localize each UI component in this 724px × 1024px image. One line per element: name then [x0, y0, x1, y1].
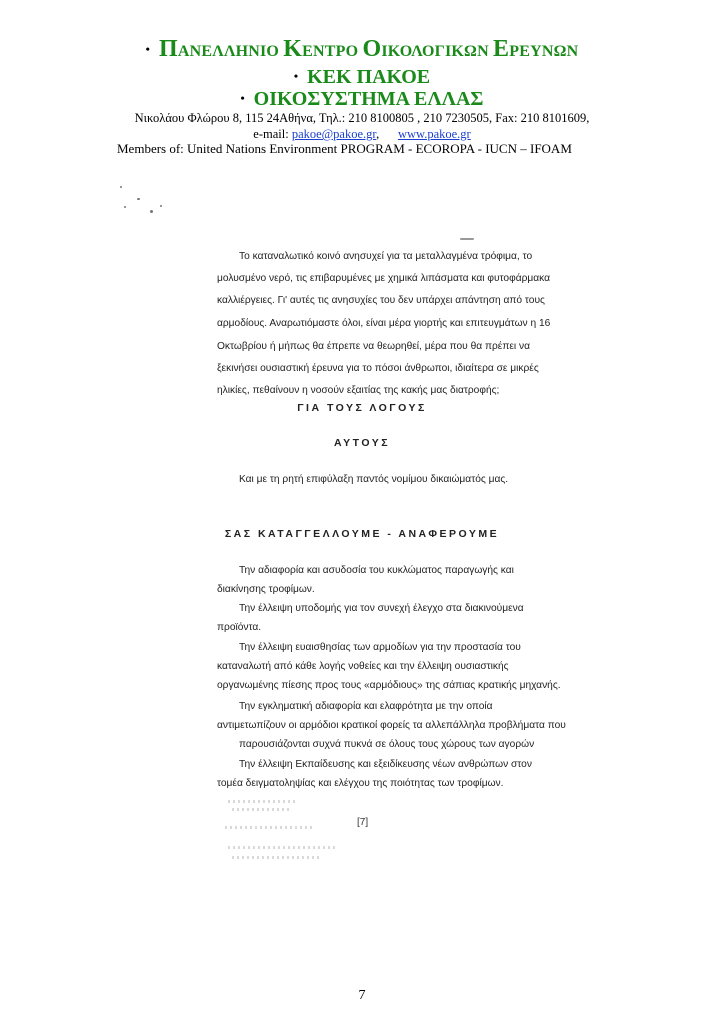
heading-reasons: ΓΙΑ ΤΟΥΣ ΛΟΓΟΥΣ: [297, 402, 427, 414]
address-line: Νικολάου Φλώρου 8, 115 24Αθήνα, Τηλ.: 210 8100805 , 210 7230505, Fax: 210 8101609,: [134, 111, 590, 125]
word-rest: ΙΚΟΛΟΓΙΚΩΝ: [381, 43, 494, 60]
initial-k: Κ: [283, 36, 303, 62]
contact-line: [0, 127, 724, 142]
list-item: Την εγκληματική αδιαφορία και ελαφρότητα με την οποία: [239, 701, 493, 712]
list-item-cont: διακίνησης τροφίμων.: [217, 584, 315, 595]
email-link[interactable]: pakoe@pakoe.gr: [291, 127, 377, 141]
list-item-cont: καταναλωτή από κάθε λογής νοθείες και την έλλειψη ουσιαστικής: [217, 661, 509, 672]
word-rest: ΑΝΕΛΛΗΝΙΟ: [177, 43, 284, 60]
initial-e: Ε: [493, 36, 510, 62]
oikosystima-text: ΟΙΚΟΣΥΣΤΗΜΑ ΕΛΛΑΣ: [253, 88, 484, 110]
list-item: Την έλλειψη ευαισθησίας των αρμοδίων για την προστασία του: [239, 642, 521, 653]
email-label: e-mail:: [253, 127, 289, 141]
list-item-cont: προϊόντα.: [217, 622, 262, 633]
intro-line: ξεκινήσει ουσιαστική έρευνα για το πόσοι άνθρωποι, ιδιαίτερα σε μικρές: [217, 363, 539, 374]
initial-p: Π: [159, 36, 178, 62]
heading-these: ΑΥΤΟΥΣ: [333, 437, 391, 449]
list-item: Την αδιαφορία και ασυδοσία του κυκλώματος παραγωγής και: [239, 565, 514, 576]
heading-complaint: ΣΑΣ ΚΑΤΑΓΓΕΛΛΟΥΜΕ - ΑΝΑΦΕΡΟΥΜΕ: [224, 528, 500, 540]
word-rest: ΕΝΤΡΟ: [302, 43, 363, 60]
word-rest: ΡΕΥΝΩΝ: [509, 43, 579, 60]
reservation-text: Και με τη ρητή επιφύλαξη παντός νομίμου δικαιώματός μας.: [239, 474, 509, 485]
intro-line: Οκτωβρίου ή μήπως θα έπρεπε να θεωρηθεί, μέρα που θα πρέπει να: [217, 341, 530, 352]
page-number: 7: [358, 988, 366, 1003]
org-name-line: [0, 36, 724, 63]
intro-line: ηλικίες, πεθαίνουν η νοσούν εξαιτίας της κακής μας διατροφής;: [217, 385, 500, 396]
list-item-cont: τομέα δειγματοληψίας και ελέγχου της ποιότητας των τροφίμων.: [217, 778, 504, 789]
website-link[interactable]: www.pakoe.gr: [397, 127, 471, 141]
separator: ,: [376, 127, 380, 141]
list-item-cont: παρουσιάζονται συχνά πυκνά σε όλους τους χώρους των αγορών: [239, 739, 535, 750]
bullet-icon: •: [145, 42, 151, 56]
list-item-cont: οργανωμένης πίεσης προς τους «αρμόδιους» της σάπιας κρατικής μηχανής.: [217, 680, 561, 691]
intro-line: μολυσμένο νερό, τις επιβαρυμένες με χημικά λιπάσματα και φυτοφάρμακα: [217, 273, 551, 284]
intro-line: Το καταναλωτικό κοινό ανησυχεί για τα μεταλλαγμένα τρόφιμα, το: [239, 251, 533, 262]
list-item: Την έλλειψη Εκπαίδευσης και εξειδίκευσης νέων ανθρώπων στον: [239, 759, 532, 770]
intro-line: καλλιέργειες. Γι' αυτές τις ανησυχίες του δεν υπάρχει απάντηση από τους: [217, 295, 545, 306]
kek-pakoe-line: [0, 66, 724, 89]
oikosystima-line: [0, 88, 724, 111]
list-item-cont: αντιμετωπίζουν οι αρμόδιοι κρατικοί φορείς τα αλλεπάλληλα προβλήματα που: [217, 720, 566, 731]
intro-line: αρμοδίους. Αναρωτιόμαστε όλοι, είναι μέρα γιορτής και επιτευγμάτων η 16: [217, 318, 551, 329]
initial-o: Ο: [362, 36, 382, 62]
bullet-icon: •: [240, 91, 245, 105]
bullet-icon: •: [293, 69, 299, 83]
inner-page-number: [7]: [357, 817, 369, 828]
kek-pakoe-text: ΚΕΚ ΠΑΚΟΕ: [307, 66, 431, 88]
members-line: Members of: United Nations Environment PROGRAM - ECOROPA - IUCN – IFOAM: [117, 141, 572, 156]
list-item: Την έλλειψη υποδομής για τον συνεχή έλεγχο στα διακινούμενα: [239, 603, 524, 614]
